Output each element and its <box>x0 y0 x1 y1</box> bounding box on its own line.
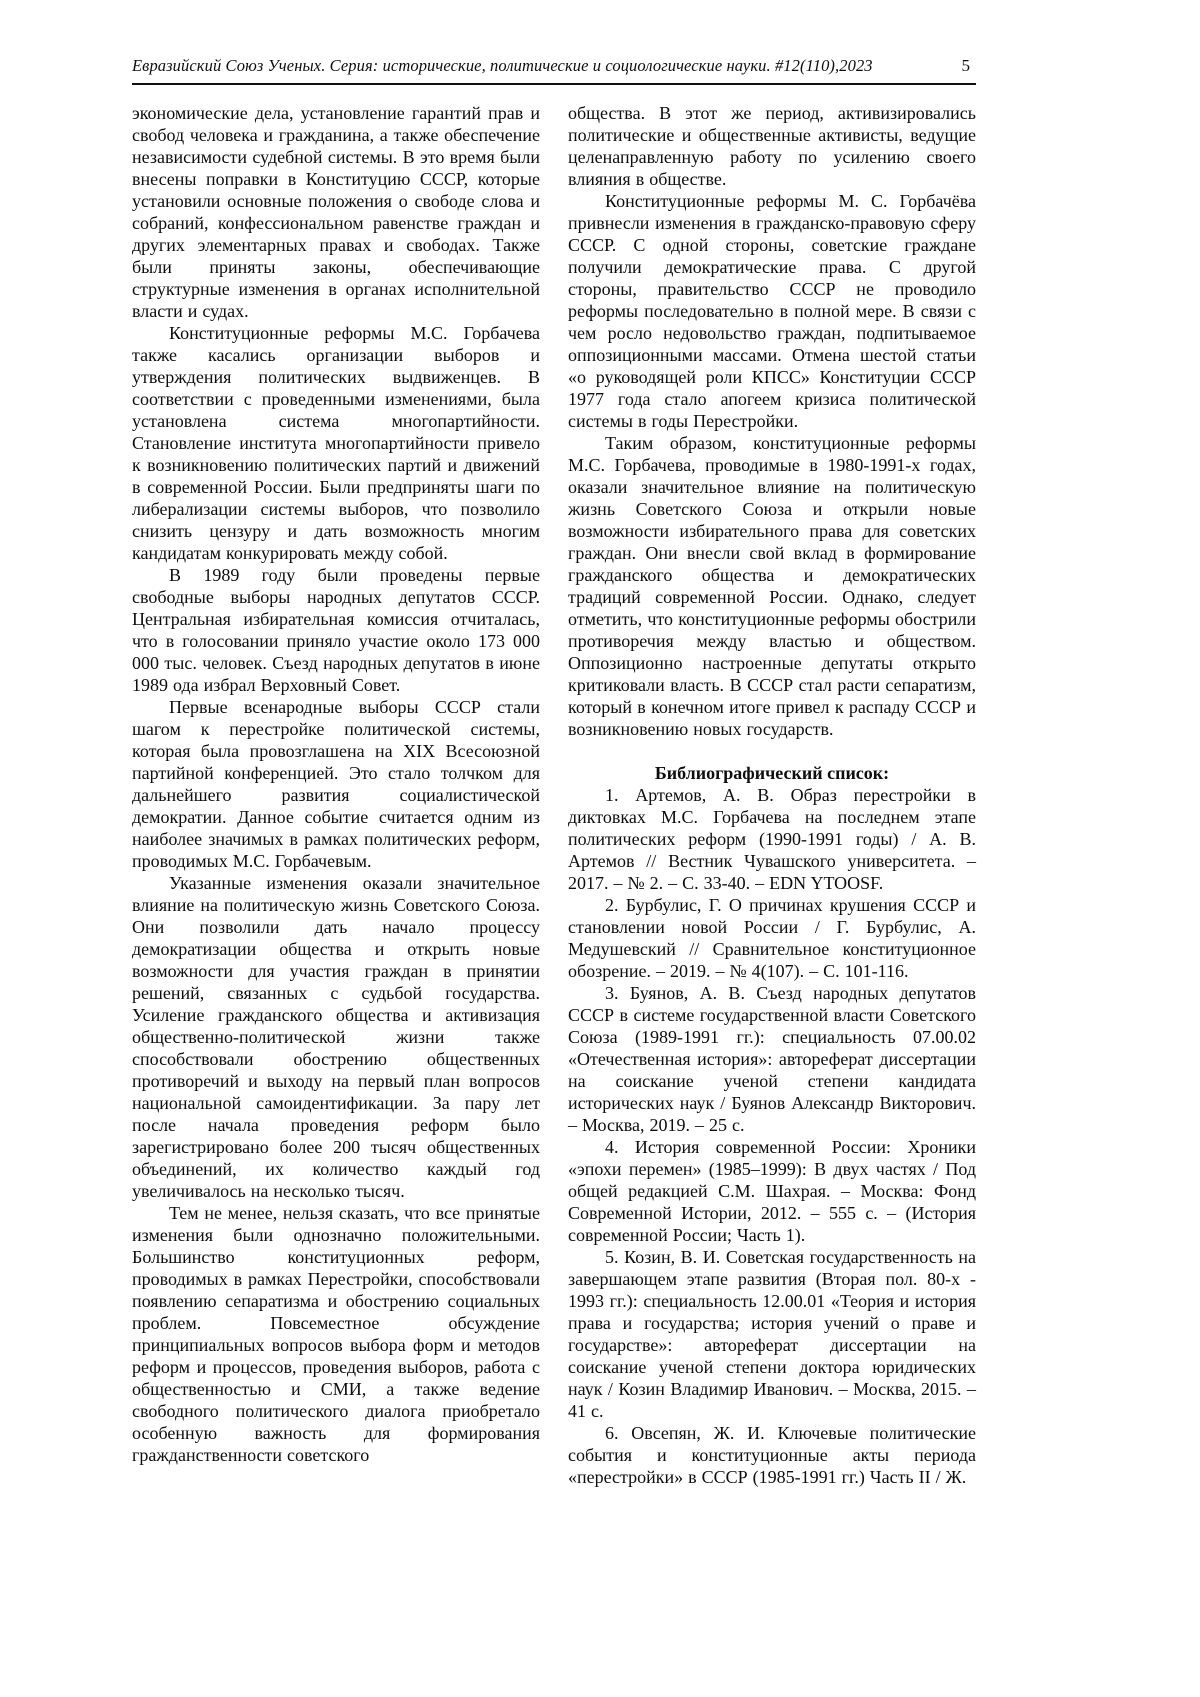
journal-line: Евразийский Союз Ученых. Серия: исторические, политические и социологические науки. #12(110),2023 <box>132 56 873 75</box>
bibliography-list <box>568 784 976 1488</box>
paragraph: Указанные изменения оказали значительное влияние на политическую жизнь Советского Союза. Они позволили дать начало процессу демократизации общества и открыть новые возможности для участия граждан в принятии решений, связанных с судьбой государства. Усиление гражданского общества и активизация общественно-политической жизни также способствовали обострению общественных противоречий и выходу на первый план вопросов национальной самоидентификации. За пару лет после начала проведения реформ было зарегистрировано более 200 тысяч общественных объединений, их количество каждый год увеличивалось на несколько тысяч. <box>132 873 540 1201</box>
paragraph: Первые всенародные выборы СССР стали шагом к перестройке политической системы, которая была провозглашена на XIX Всесоюзной партийной конференцией. Это стало толчком для дальнейшего развития социалистической демократии. Данное событие считается одним из наиболее значимых в рамках политических реформ, проводимых М.С. Горбачевым. <box>132 697 540 871</box>
article-body <box>132 102 976 1488</box>
bibliography-item: 2. Бурбулис, Г. О причинах крушения СССР и становлении новой России / Г. Бурбулис, А. Медушевский // Сравнительное конституционное обозрение. – 2019. – № 4(107). – С. 101-116. <box>568 895 976 981</box>
bibliography-item: 1. Артемов, А. В. Образ перестройки в диктовках М.С. Горбачева на последнем этапе политических реформ (1990-1991 годы) / А. В. Артемов // Вестник Чувашского университета. – 2017. – № 2. – С. 33-40. – EDN YTOOSF. <box>568 785 976 893</box>
bibliography-item: 3. Буянов, А. В. Съезд народных депутатов СССР в системе государственной власти Советского Союза (1989-1991 гг.): специальность 07.00.02 «Отечественная история»: автореферат диссертации на соискание ученой степени кандидата исторических наук / Буянов Александр Викторович. – Москва, 2019. – 25 с. <box>568 983 976 1135</box>
bibliography-item: 6. Овсепян, Ж. И. Ключевые политические события и конституционные акты периода «перестройки» в СССР (1985-1991 гг.) Часть II / Ж. <box>568 1423 976 1487</box>
right-column-paragraphs <box>568 102 976 740</box>
paragraph: Конституционные реформы М. С. Горбачёва привнесли изменения в гражданско-правовую сферу СССР. С одной стороны, советские граждане получили демократические права. С другой стороны, правительство СССР не проводило реформы последовательно в полной мере. В связи с чем росло недовольство граждан, подпитываемое оппозиционными массами. Отмена шестой статьи «о руководящей роли КПСС» Конституции СССР 1977 года стало апогеем кризиса политической системы в годы Перестройки. <box>568 191 976 431</box>
paragraph: В 1989 году были проведены первые свободные выборы народных депутатов СССР. Центральная избирательная комиссия отчиталась, что в голосовании приняло участие около 173 000 000 тыс. человек. Съезд народных депутатов в июне 1989 ода избрал Верховный Совет. <box>132 565 540 695</box>
paragraph: Таким образом, конституционные реформы М.С. Горбачева, проводимые в 1980-1991-х годах, оказали значительное влияние на политическую жизнь Советского Союза и открыли новые возможности избирательного права для советских граждан. Они внесли свой вклад в формирование гражданского общества и демократических традиций современной России. Однако, следует отметить, что конституционные реформы обострили противоречия между властью и обществом. Оппозиционно настроенные депутаты открыто критиковали власть. В СССР стал расти сепаратизм, который в конечном итоге привел к распаду СССР и возникновению новых государств. <box>568 433 976 739</box>
bibliography-heading: Библиографический список: <box>654 763 890 783</box>
page-number: 5 <box>961 56 970 75</box>
paragraph: общества. В этот же период, активизировались политические и общественные активисты, ведущие целенаправленную работу по усилению своего влияния в обществе. <box>568 103 976 189</box>
paragraph: Конституционные реформы М.С. Горбачева также касались организации выборов и утверждения политических выдвиженцев. В соответствии с проведенными изменениями, была установлена система многопартийности. Становление института многопартийности привело к возникновению политических партий и движений в современной России. Были предприняты шаги по либерализации системы выборов, что позволило снизить цензуру и дать возможность многим кандидатам конкурировать между собой. <box>132 323 540 563</box>
paragraph: экономические дела, установление гарантий прав и свобод человека и гражданина, а также обеспечение независимости судебной системы. В это время были внесены поправки в Конституцию СССР, которые установили основные положения о свободе слова и собраний, конфессиональном равенстве граждан и других элементарных правах и свободах. Также были приняты законы, обеспечивающие структурные изменения в органах исполнительной власти и судах. <box>132 103 540 321</box>
page-header <box>132 56 976 85</box>
right-column <box>568 102 976 1488</box>
left-column <box>132 102 540 1488</box>
bibliography-item: 5. Козин, В. И. Советская государственность на завершающем этапе развития (Вторая пол. 80-х - 1993 гг.): специальность 12.00.01 «Теория и история права и государства; история учений о праве и государстве»: автореферат диссертации на соискание ученой степени доктора юридических наук / Козин Владимир Иванович. – Москва, 2015. – 41 с. <box>568 1247 976 1421</box>
bibliography-item: 4. История современной России: Хроники «эпохи перемен» (1985–1999): В двух частях / Под общей редакцией С.М. Шахрая. – Москва: Фонд Современной Истории, 2012. – 555 с. – (История современной России; Часть 1). <box>568 1137 976 1245</box>
paragraph: Тем не менее, нельзя сказать, что все принятые изменения были однозначно положительными. Большинство конституционных реформ, проводимых в рамках Перестройки, способствовали появлению сепаратизма и обострению социальных проблем. Повсеместное обсуждение принципиальных вопросов выбора форм и методов реформ и процессов, проведения выборов, работа с общественностью и СМИ, а также ведение свободного политического диалога приобретало особенную важность для формирования гражданственности советского <box>132 1203 540 1465</box>
